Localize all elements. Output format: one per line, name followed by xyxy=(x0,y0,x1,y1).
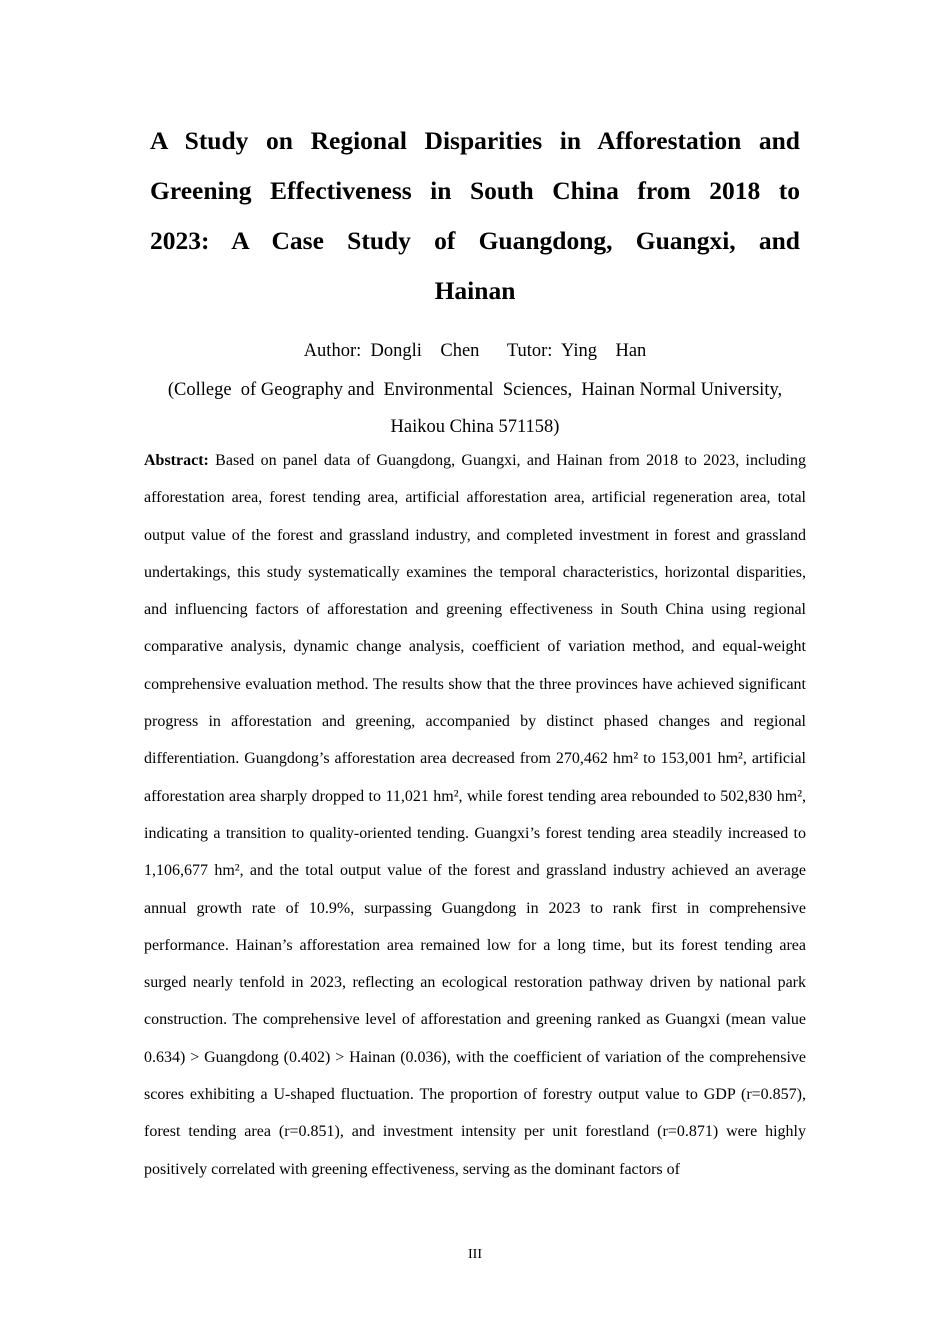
abstract xyxy=(144,442,806,1188)
title-line: A Study on Regional Disparities in Afforestation and xyxy=(150,126,800,155)
title-line: Hainan xyxy=(434,276,516,305)
page-number: III xyxy=(468,1247,482,1262)
paper-title xyxy=(150,116,800,316)
abstract-text: Based on panel data of Guangdong, Guangxi, and Hainan from 2018 to 2023, including afforestation area, forest tending area, artificial afforestation area, artificial regeneration area, total output value of the forest and grassland industry, and completed investment in forest and grassland undertakings, this study systematically examines the temporal characteristics, horizontal disparities, and influencing factors of afforestation and greening effectiveness in South China using regional comparative analysis, dynamic change analysis, coefficient of variation method, and equal-weight comprehensive evaluation method. The results show that the three provinces have achieved significant progress in afforestation and greening, accompanied by distinct phased changes and regional differentiation. Guangdong’s afforestation area decreased from 270,462 hm² to 153,001 hm², artificial afforestation area sharply dropped to 11,021 hm², while forest tending area rebounded to 502,830 hm², indicating a transition to quality-oriented tending. Guangxi’s forest tending area steadily increased to 1,106,677 hm², and the total output value of the forest and grassland industry achieved an average annual growth rate of 10.9%, surpassing Guangdong in 2023 to rank first in comprehensive performance. Hainan’s afforestation area remained low for a long time, but its forest tending area surged nearly tenfold in 2023, reflecting an ecological restoration pathway driven by national park construction. The comprehensive level of afforestation and greening ranked as Guangxi (mean value 0.634) > Guangdong (0.402) > Hainan (0.036), with the coefficient of variation of the comprehensive scores exhibiting a U-shaped fluctuation. The proportion of forestry output value to GDP (r=0.857), forest tending area (r=0.851), and investment intensity per unit forestland (r=0.871) were highly positively correlated with greening effectiveness, serving as the dominant factors of xyxy=(144,452,806,1178)
affiliation-line: (College of Geography and Environmental Sciences, Hainan Normal University, xyxy=(167,380,783,400)
title-line: 2023: A Case Study of Guangdong, Guangxi, and xyxy=(150,226,800,255)
title-line: Greening Effectiveness in South China from 2018 to xyxy=(150,176,800,205)
author-tutor-line: Author: Dongli Chen Tutor: Ying Han xyxy=(303,341,647,361)
affiliation xyxy=(150,372,800,446)
affiliation-line: Haikou China 571158) xyxy=(390,417,560,437)
abstract-label: Abstract: xyxy=(144,452,209,469)
